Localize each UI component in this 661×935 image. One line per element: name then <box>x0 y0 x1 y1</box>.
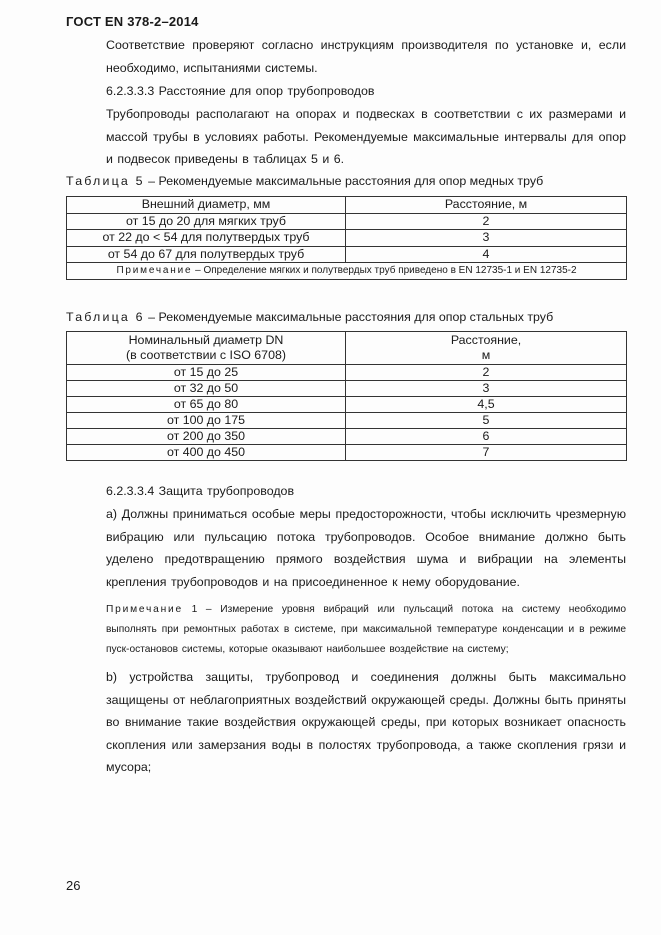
table-cell: 7 <box>346 445 627 461</box>
table-cell: от 54 до 67 для полутвердых труб <box>67 246 346 263</box>
table-cell: от 100 до 175 <box>67 413 346 429</box>
table-cell: от 200 до 350 <box>67 429 346 445</box>
table-cell: 2 <box>346 365 627 381</box>
table-row <box>67 397 627 413</box>
table-cell: 2 <box>346 213 627 230</box>
table6-steel-pipes <box>66 331 627 461</box>
table-cell: 5 <box>346 413 627 429</box>
table-cell: 4 <box>346 246 627 263</box>
table-cell: 3 <box>346 230 627 247</box>
table-row <box>67 413 627 429</box>
table-row <box>67 365 627 381</box>
column-header: Расстояние, м <box>346 197 627 214</box>
column-header: Внешний диаметр, мм <box>67 197 346 214</box>
document-header: ГОСТ EN 378-2–2014 <box>66 14 199 29</box>
table-row <box>67 213 627 230</box>
table-cell: 3 <box>346 381 627 397</box>
table-cell: от 15 до 20 для мягких труб <box>67 213 346 230</box>
table-note-row <box>67 263 627 280</box>
table5-caption: Таблица 5 – Рекомендуемые максимальные расстояния для опор медных труб <box>66 174 544 188</box>
page-number: 26 <box>66 878 81 893</box>
table-row <box>67 381 627 397</box>
note-1: Примечание 1 – Измерение уровня вибраций или пульсаций потока на систему необходимо выполнять при ремонтных работах в системе, при максимальной температуре конденсации и в режиме пуск-остановов системы, которые оказывают наибольшее воздействие на систему; <box>106 604 626 655</box>
table-cell: от 400 до 450 <box>67 445 346 461</box>
paragraph-item-a: a) Должны приниматься особые меры предосторожности, чтобы исключить чрезмерную вибрацию или пульсацию потока трубопроводов. Особое внимание должно быть уделено предотвращению прямого воздействия шума и вибрации на элементы крепления трубопроводов и на присоединенное к нему оборудование. <box>106 507 626 589</box>
table5-copper-pipes <box>66 196 627 280</box>
table-cell: от 22 до < 54 для полутвердых труб <box>67 230 346 247</box>
table-row <box>67 429 627 445</box>
table-row <box>67 230 627 247</box>
table-cell: от 65 до 80 <box>67 397 346 413</box>
paragraph-conformity: Соответствие проверяют согласно инструкциям производителя по установке и, если необходимо, испытаниями системы. <box>106 38 626 75</box>
paragraph-supports: Трубопроводы располагают на опорах и подвесках в соответствии с их размерами и массой трубы в условиях работы. Рекомендуемые максимальные интервалы для опор и подвесок приведены в таблицах 5 и 6. <box>106 107 626 166</box>
table-row <box>67 246 627 263</box>
table6-caption: Таблица 6 – Рекомендуемые максимальные расстояния для опор стальных труб <box>66 310 554 324</box>
table-header-row <box>67 197 627 214</box>
column-header: Расстояние, м <box>346 332 627 365</box>
table-cell: от 32 до 50 <box>67 381 346 397</box>
paragraph-item-b: b) устройства защиты, трубопровод и соединения должны быть максимально защищены от неблагоприятных воздействий окружающей среды. Должны быть приняты во внимание такие воздействия окружающей среды, при которых возникает опасность скопления или замерзания воды в полостях трубопровода, а также скопления грязи и мусора; <box>106 670 626 774</box>
table-header-row <box>67 332 627 365</box>
section-heading-support-distance: 6.2.3.3.3 Расстояние для опор трубопроводов <box>106 84 375 98</box>
table-cell: 4,5 <box>346 397 627 413</box>
table-note: Примечание – Определение мягких и полутвердых труб приведено в EN 12735-1 и EN 12735-2 <box>67 263 627 280</box>
table-row <box>67 445 627 461</box>
table-cell: 6 <box>346 429 627 445</box>
section-heading-pipe-protection: 6.2.3.3.4 Защита трубопроводов <box>106 484 295 498</box>
column-header: Номинальный диаметр DN (в соответствии с ISO 6708) <box>67 332 346 365</box>
table-cell: от 15 до 25 <box>67 365 346 381</box>
